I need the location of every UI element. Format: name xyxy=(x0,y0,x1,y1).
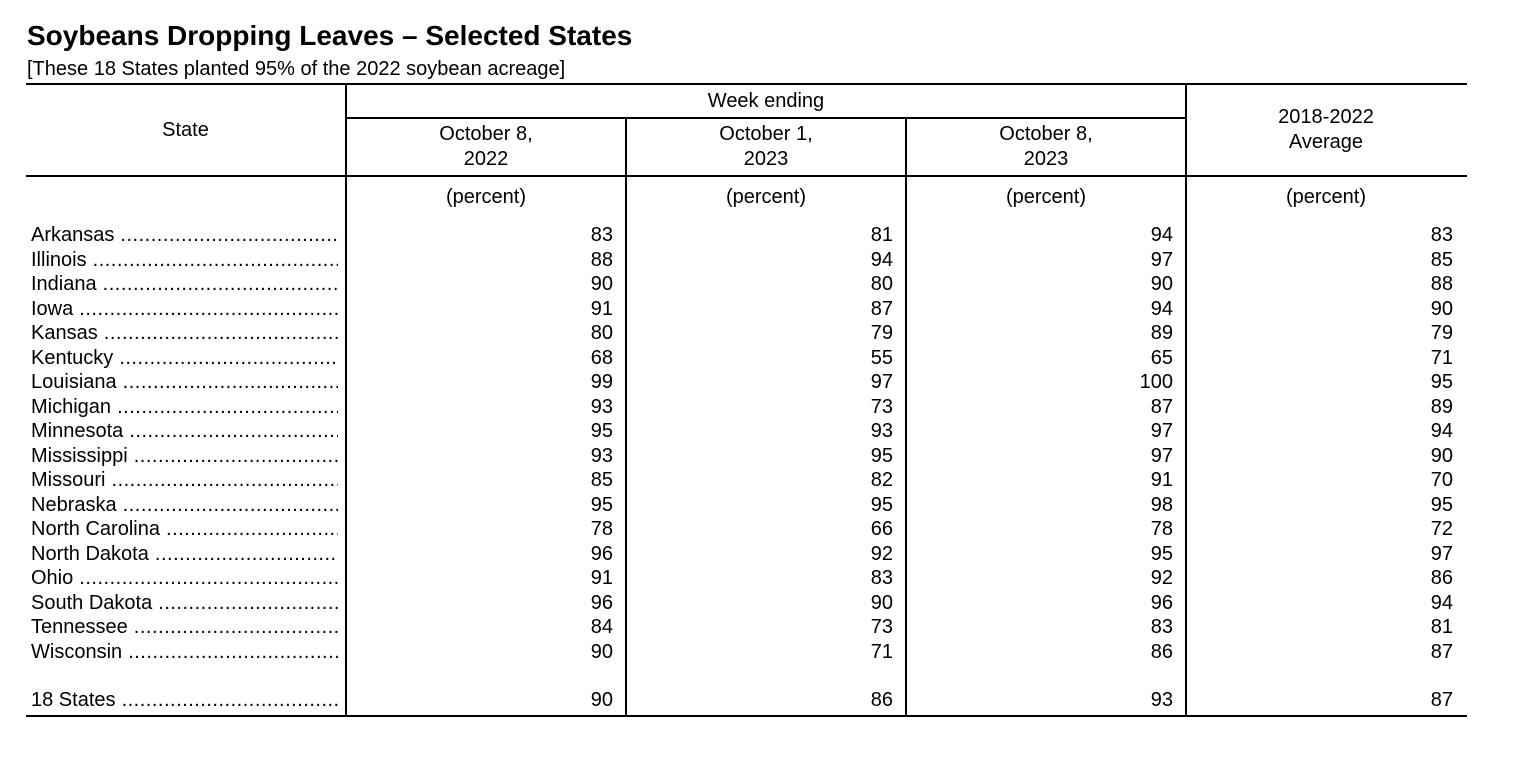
value-col4: 89 xyxy=(1430,395,1453,418)
value-col4: 88 xyxy=(1430,273,1453,295)
header-col2 xyxy=(626,122,906,172)
header-col4-line1: 2018-2022 xyxy=(1278,106,1374,128)
value-col2: 80 xyxy=(870,273,893,295)
state-name: Minnesota ..... xyxy=(31,419,338,443)
value-col2: 55 xyxy=(870,346,893,369)
value-col4: 95 xyxy=(1430,493,1453,516)
value-col2: 83 xyxy=(870,567,893,589)
state-name: Michigan ..... xyxy=(31,395,338,419)
value-col1: 85 xyxy=(590,469,613,491)
value-col4: 81 xyxy=(1430,616,1453,638)
header-col4-line2: Average xyxy=(1288,131,1364,153)
value-col1: 95 xyxy=(590,420,613,442)
value-col3: 97 xyxy=(1150,444,1173,467)
value-col3: 86 xyxy=(1150,640,1173,663)
value-col1: 90 xyxy=(590,273,613,295)
column-divider-4 xyxy=(1185,84,1187,716)
value-col1: 68 xyxy=(590,346,613,369)
value-col2: 71 xyxy=(870,640,893,663)
value-col4: 87 xyxy=(1430,640,1453,663)
value-col1: 99 xyxy=(590,371,613,393)
total-value-col4: 87 xyxy=(1430,689,1453,711)
value-col3: 94 xyxy=(1150,297,1173,320)
state-name: Ohio ..... xyxy=(31,566,338,590)
page-subtitle: [These 18 States planted 95% of the 2022 soybean acreage] xyxy=(27,58,566,80)
state-name: Louisiana ..... xyxy=(31,370,338,394)
state-name: Illinois ..... xyxy=(31,248,338,272)
header-col2-line1: October 1, xyxy=(719,123,813,145)
total-value-col3: 93 xyxy=(1150,689,1173,711)
value-col1: 88 xyxy=(590,248,613,271)
value-col2: 81 xyxy=(870,224,893,246)
header-state: State xyxy=(162,119,209,141)
state-name: Tennessee ..... xyxy=(31,615,338,639)
value-col1: 84 xyxy=(590,616,613,638)
value-col3: 83 xyxy=(1150,616,1173,638)
state-name: Kansas ..... xyxy=(31,321,338,345)
table-top-rule xyxy=(26,83,1467,85)
value-col3: 87 xyxy=(1150,395,1173,418)
value-col2: 73 xyxy=(870,395,893,418)
table-bottom-rule xyxy=(26,715,1467,717)
total-value-col1: 90 xyxy=(590,689,613,711)
value-col2: 93 xyxy=(870,420,893,442)
value-col3: 96 xyxy=(1150,591,1173,614)
value-col3: 100 xyxy=(1139,371,1173,393)
value-col1: 96 xyxy=(590,591,613,614)
header-col1 xyxy=(346,122,626,172)
value-col1: 91 xyxy=(590,297,613,320)
state-name: Mississippi ..... xyxy=(31,444,338,468)
value-col2: 87 xyxy=(870,297,893,320)
value-col3: 97 xyxy=(1150,248,1173,271)
value-col4: 71 xyxy=(1430,346,1453,369)
page-title: Soybeans Dropping Leaves – Selected States xyxy=(27,20,633,51)
value-col4: 95 xyxy=(1430,371,1453,393)
value-col1: 93 xyxy=(590,395,613,418)
value-col4: 85 xyxy=(1430,248,1453,271)
value-col4: 94 xyxy=(1430,591,1453,614)
state-name: Missouri ..... xyxy=(31,468,338,492)
week-ending-rule xyxy=(346,117,1187,119)
value-col2: 79 xyxy=(870,322,893,344)
header-col1-line1: October 8, xyxy=(439,123,533,145)
unit-label-col4: (percent) xyxy=(1285,186,1367,208)
value-col2: 94 xyxy=(870,248,893,271)
header-col1-line2: 2022 xyxy=(463,148,509,170)
state-name: Wisconsin ..... xyxy=(31,640,338,664)
header-col3-line2: 2023 xyxy=(1023,148,1069,170)
value-col1: 78 xyxy=(590,518,613,540)
value-col3: 78 xyxy=(1150,518,1173,540)
unit-label-col3: (percent) xyxy=(1005,186,1087,208)
value-col4: 79 xyxy=(1430,322,1453,344)
value-col4: 70 xyxy=(1430,469,1453,491)
state-name: North Carolina ..... xyxy=(31,517,338,541)
value-col4: 83 xyxy=(1430,224,1453,246)
value-col2: 90 xyxy=(870,591,893,614)
unit-label-col1: (percent) xyxy=(445,186,527,208)
value-col3: 89 xyxy=(1150,322,1173,344)
value-col2: 92 xyxy=(870,542,893,565)
value-col3: 65 xyxy=(1150,346,1173,369)
state-name: South Dakota ..... xyxy=(31,591,338,615)
header-bottom-rule xyxy=(26,175,1467,177)
value-col1: 91 xyxy=(590,567,613,589)
value-col2: 73 xyxy=(870,616,893,638)
column-divider-1 xyxy=(345,84,347,716)
total-value-col2: 86 xyxy=(870,689,893,711)
state-name: Kentucky ..... xyxy=(31,346,338,370)
value-col2: 82 xyxy=(870,469,893,491)
value-col1: 80 xyxy=(590,322,613,344)
state-name: Iowa ..... xyxy=(31,297,338,321)
unit-label-col2: (percent) xyxy=(725,186,807,208)
value-col3: 91 xyxy=(1150,469,1173,491)
value-col4: 94 xyxy=(1430,420,1453,442)
value-col2: 95 xyxy=(870,493,893,516)
value-col3: 92 xyxy=(1150,567,1173,589)
value-col3: 98 xyxy=(1150,493,1173,516)
value-col2: 97 xyxy=(870,371,893,393)
value-col4: 86 xyxy=(1430,567,1453,589)
state-name: Nebraska ..... xyxy=(31,493,338,517)
value-col3: 94 xyxy=(1150,224,1173,246)
header-col3-line1: October 8, xyxy=(999,123,1093,145)
value-col3: 97 xyxy=(1150,420,1173,442)
header-col2-line2: 2023 xyxy=(743,148,789,170)
header-col4 xyxy=(1186,105,1466,155)
value-col2: 66 xyxy=(870,518,893,540)
value-col1: 83 xyxy=(590,224,613,246)
value-col1: 93 xyxy=(590,444,613,467)
value-col4: 90 xyxy=(1430,297,1453,320)
value-col3: 95 xyxy=(1150,542,1173,565)
value-col3: 90 xyxy=(1150,273,1173,295)
header-col3 xyxy=(906,122,1186,172)
value-col4: 72 xyxy=(1430,518,1453,540)
total-row-label: 18 States ..... xyxy=(31,688,338,712)
value-col1: 90 xyxy=(590,640,613,663)
state-name: Arkansas ..... xyxy=(31,223,338,247)
value-col2: 95 xyxy=(870,444,893,467)
value-col4: 97 xyxy=(1430,542,1453,565)
state-name: Indiana ..... xyxy=(31,272,338,296)
state-name: North Dakota ..... xyxy=(31,542,338,566)
value-col4: 90 xyxy=(1430,444,1453,467)
value-col1: 96 xyxy=(590,542,613,565)
value-col1: 95 xyxy=(590,493,613,516)
header-week-ending: Week ending xyxy=(707,90,825,112)
